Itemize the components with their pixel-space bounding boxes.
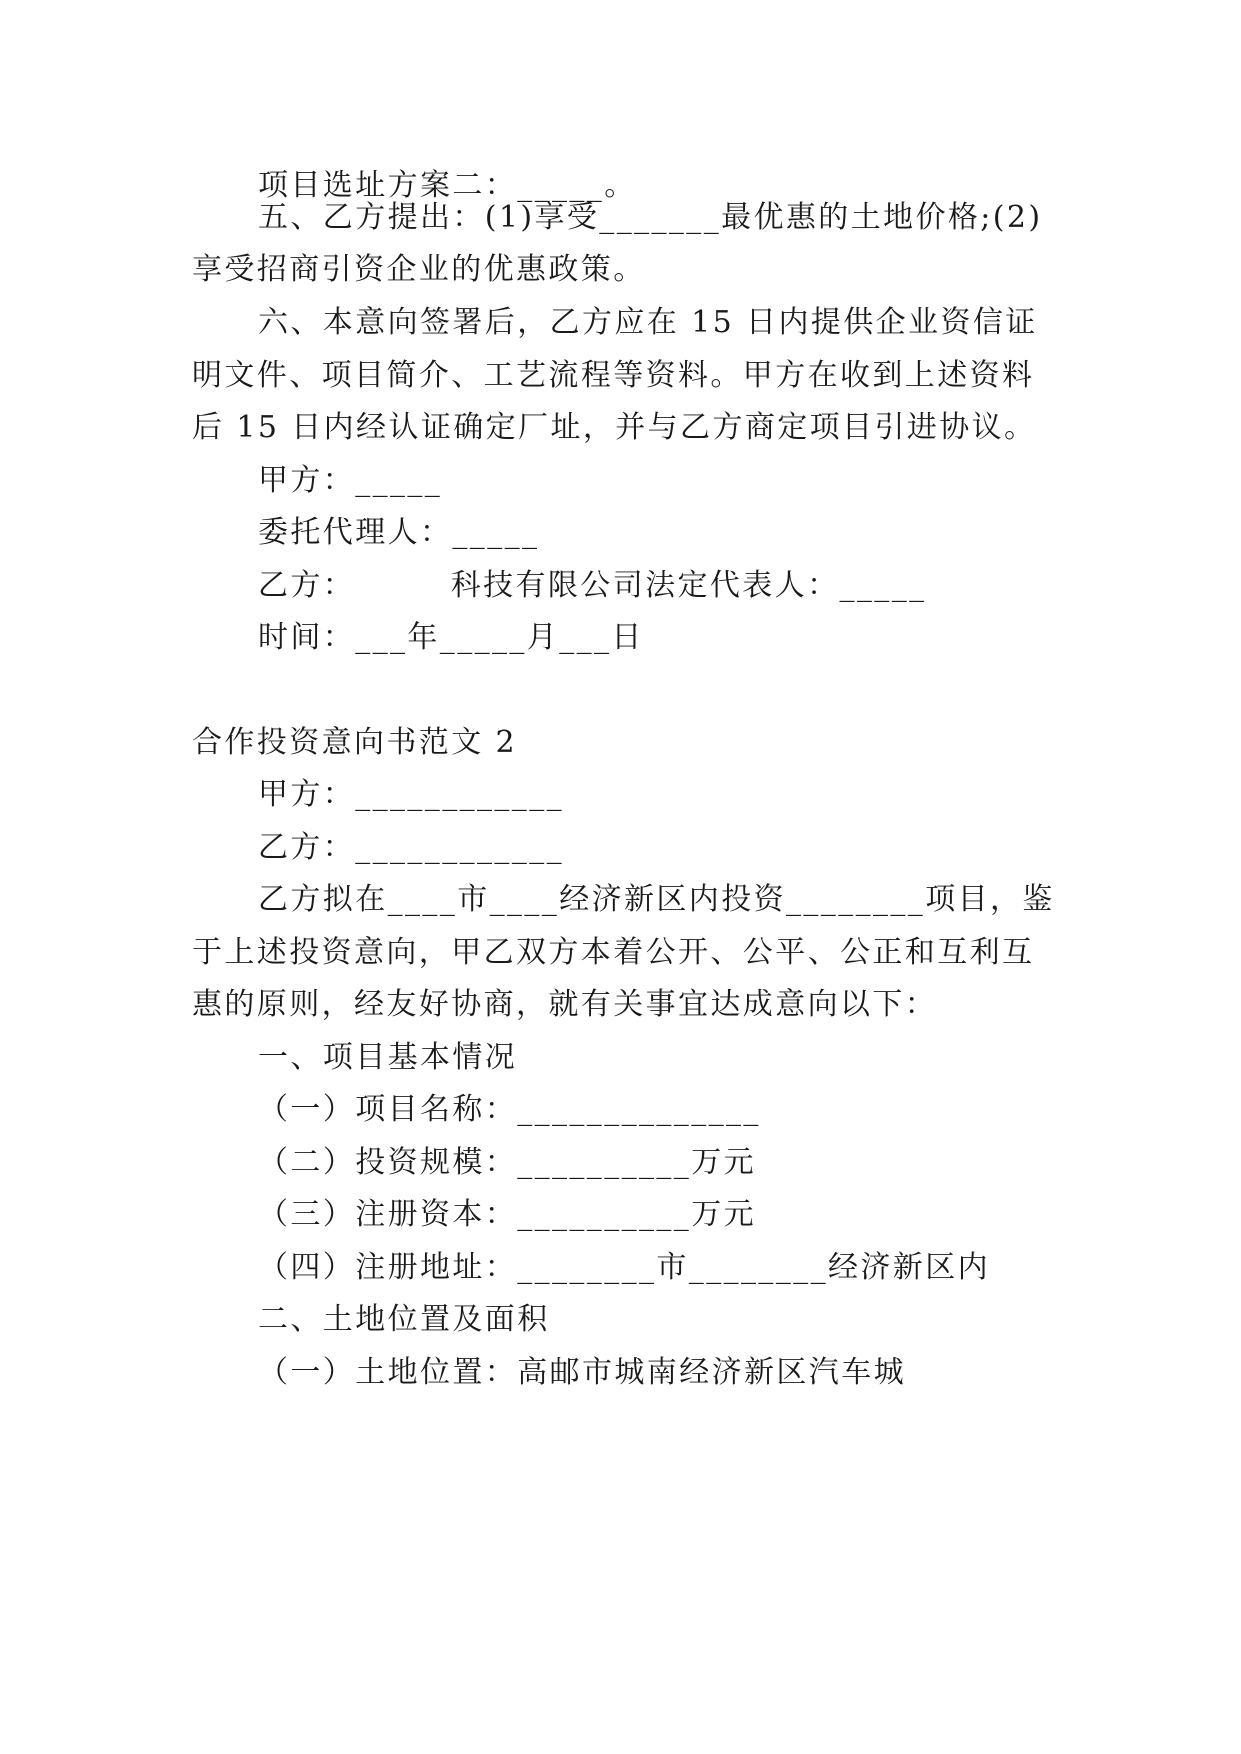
- clause-five-line-1: 五、乙方提出：(1)享受_______最优惠的土地价格;(2): [258, 200, 1043, 235]
- clause-six-line-1: 六、本意向签署后，乙方应在 15 日内提供企业资信证: [258, 305, 1038, 340]
- intro-line-2: 于上述投资意向，甲乙双方本着公开、公平、公正和互利互: [192, 935, 1035, 970]
- party-b-line: 乙方：____________: [258, 830, 564, 865]
- agent-signature-line: 委托代理人：_____: [258, 515, 540, 550]
- intro-line-3: 惠的原则，经友好协商，就有关事宜达成意向以下：: [192, 987, 938, 1022]
- date-line: 时间：___年_____月___日: [258, 620, 644, 655]
- clause-six-line-2: 明文件、项目简介、工艺流程等资料。甲方在收到上述资料: [192, 358, 1035, 393]
- clause-six-line-3: 后 15 日内经认证确定厂址，并与乙方商定项目引进协议。: [192, 410, 1037, 445]
- registered-address-line: （四）注册地址：________市________经济新区内: [258, 1250, 990, 1285]
- site-plan-two-line: 项目选址方案二：_____。: [258, 168, 637, 203]
- party-a-line: 甲方：____________: [258, 777, 564, 812]
- registered-capital-line: （三）注册资本：__________万元: [258, 1197, 756, 1232]
- party-b-signature-line: 乙方： 科技有限公司法定代表人：_____: [258, 568, 927, 603]
- land-location-line: （一）土地位置：高邮市城南经济新区汽车城: [258, 1355, 906, 1390]
- party-a-signature-line: 甲方：_____: [258, 463, 443, 498]
- heading-land-location: 二、土地位置及面积: [258, 1302, 550, 1337]
- heading-project-basics: 一、项目基本情况: [258, 1040, 518, 1075]
- investment-scale-line: （二）投资规模：__________万元: [258, 1145, 756, 1180]
- project-name-line: （一）项目名称：______________: [258, 1092, 761, 1127]
- section-title: 合作投资意向书范文 2: [192, 725, 518, 760]
- intro-line-1: 乙方拟在____市____经济新区内投资________项目，鉴: [258, 882, 1055, 917]
- clause-five-line-2: 享受招商引资企业的优惠政策。: [192, 252, 646, 287]
